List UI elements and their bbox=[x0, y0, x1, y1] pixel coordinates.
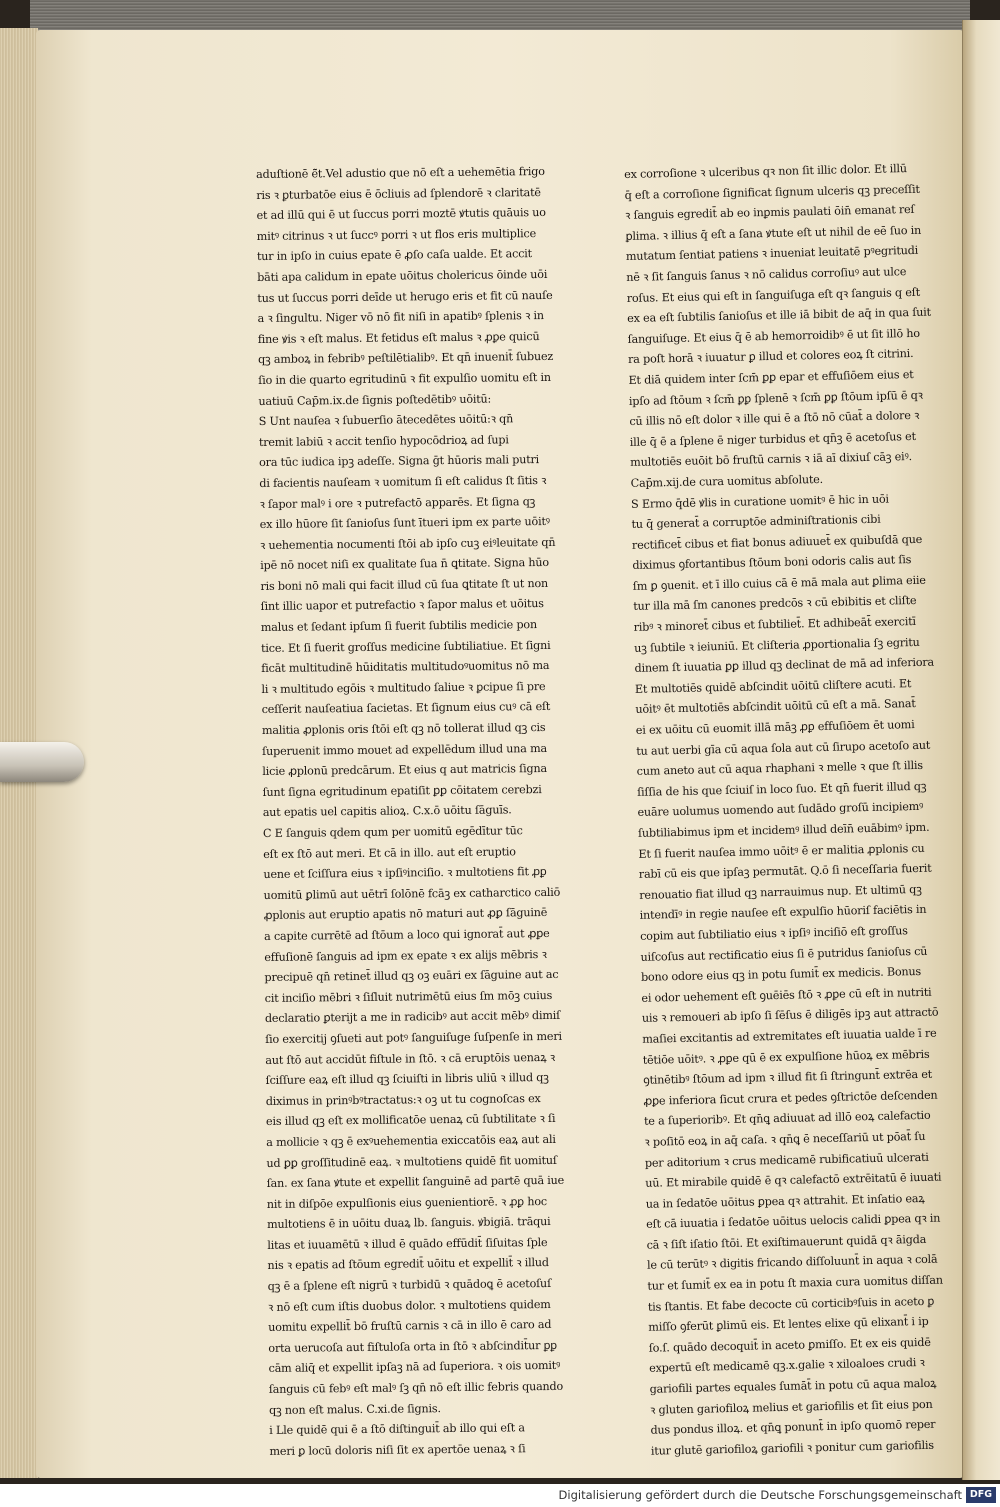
text-line: effuſionē ſanguis ad ipm ex epate ꝛ ex alijs mēbris ꝛ bbox=[264, 947, 547, 964]
text-line: ꝛ gluten gariofiloꝝ melius et gariofilis et ſit eius pon bbox=[649, 1397, 933, 1417]
text-line: ſm ꝑ ꝯuenit. et ī illo cuius cā ē mā mala aut ꝑlima eiie bbox=[632, 573, 926, 593]
text-line: rabī cū eis que ipſaꝫ permutāt. Q.ō ſi neceſſaria fuerit bbox=[638, 861, 932, 882]
text-line: tis ſtantis. Et fabe decocte cū corticibꝰſuis in aceto ꝑ bbox=[647, 1294, 935, 1314]
text-line: multotiens ē in uōitu duaꝝ lb. ſanguis. ꝟbigiā. trāqui bbox=[267, 1215, 551, 1232]
text-line: ꝛ nō eſt cum iſtis duobus dolor. ꝛ multotiens quidem bbox=[267, 1297, 551, 1314]
text-line: Et diā quidem inter ſcm̄ ꝑꝑ epar et effuſiōem eius et bbox=[628, 367, 914, 387]
text-line: ſint illic uapor et putrefactio ꝛ ſapor malus et uōitus bbox=[260, 597, 544, 614]
right-text-column bbox=[624, 159, 943, 1462]
text-line: ꝑlima. ꝛ illius q̄ eſt a ſana ꝟtute eſt ut nihil de eē ſuo in bbox=[625, 223, 922, 243]
text-line: cum aneto aut cū aqua rhaphani ꝛ melle ꝛ que ſt illis bbox=[636, 759, 923, 779]
text-line: ei ex uōitu cū euomit illā māꝫ ꝓꝑ effuſiōem ēt uomi bbox=[635, 718, 915, 737]
text-line: ſunt ſigna egritudinum epatiſit ꝑꝑ cōitatem cerebzi bbox=[262, 782, 542, 799]
text-line: nē ꝛ ſit ſanguis ſanus ꝛ nō calidus corroſiuꝰ aut ulce bbox=[626, 265, 907, 284]
text-line: le cū terūtꝰ ꝛ digitis fricando diſſoluunt̄ in aqua ꝛ colā bbox=[646, 1253, 938, 1273]
text-line: ꝯtinētibꝰ ſtōum ad ipm ꝛ illud fit ſi ſtringunt̄ extrēa et bbox=[643, 1067, 933, 1087]
text-line: mitꝰ citrinus ꝛ ut ſuccꝰ porri ꝛ ut flos eris multiplice bbox=[256, 226, 537, 243]
text-line: ſiſſia de his que ſciuiſ in loco ſuo. Et qn̄ fuerit illud qꝫ bbox=[637, 779, 927, 799]
text-line: ora tūc iudica ipꝫ adeſſe. Signa ḡt hūoris mali putri bbox=[259, 453, 540, 470]
text-line: tur et ſumit̄ ex ea in potu ſt maxia cura uomitus diſſan bbox=[647, 1273, 943, 1293]
text-line: roſus. Et eius qui eſt in ſanguiſuga eſt qꝛ ſanguis q eſt bbox=[626, 285, 921, 305]
page-right-fold bbox=[962, 20, 1000, 1480]
text-line: ei odor uehement eſt ꝯuēiēs ſtō ꝛ ꝓꝑe cū eſt in nutriti bbox=[641, 985, 932, 1005]
text-line: uene et ſciſſura eius ꝛ ipſiꝰinciſio. ꝛ multotiens fit ꝓꝑ bbox=[263, 865, 547, 882]
text-line: aduſtionē ē̃t.Vel adustio que nō eſt a uehemētia frigo bbox=[256, 164, 545, 181]
text-line: tētiōe uōitꝰ. ꝛ ꝓꝑe qū ē ex expulſione hūoꝝ ex mēbris bbox=[642, 1047, 930, 1067]
text-line: aut epatis uel capitis alioꝝ. C.x.ō uōitu ſāguīs. bbox=[262, 803, 512, 820]
text-line: i Lle quidē qui ē a ſtō diſtinguit̄ ab illo qui eſt a bbox=[269, 1421, 525, 1438]
text-line: tu aut uerbi gīa cū aqua ſola aut cū ſirupo acetoſo aut bbox=[636, 738, 931, 758]
text-line: uis ꝛ remoueri ab ipſo ſi ſēſus ē diligēs ipꝫ aut attractō bbox=[641, 1005, 939, 1026]
text-line: euāre uolumus uomendo aut ſudādo groſū incipiemꝰ bbox=[637, 800, 924, 820]
text-line: ex illo hūore ſit ſanioſus ſunt ītueri ipm ex parte uōitꝰ bbox=[259, 515, 550, 532]
text-line: uōitꝰ ēt multotiēs abſcindit uōitū cū eſt a mā. Sanat̄ bbox=[635, 697, 916, 717]
text-line: rectificet̄ cibus et fiat bonus adiuuet̄ ex quibuſdā que bbox=[631, 532, 923, 552]
text-line: multotiēs euōit bō fruſtū carnis ꝛ iā aī dixiuſ cāꝫ eiꝰ. bbox=[630, 450, 913, 470]
text-line: uatiuū Cap̄m.ix.de ſignis poſtedētibꝰ uōitū: bbox=[258, 392, 492, 408]
text-line: ipſo ad ſtōum ꝛ ſcm̄ ꝑꝑ ſplenē ꝛ ſcm̄ ꝑꝑ ſtōum ipſū ē qꝛ bbox=[628, 388, 923, 408]
text-line: ꝛ ſanguis egredit̄ ab eo inꝑmis paulati ōin̄ emanat reſ bbox=[624, 203, 915, 223]
text-line: ua in ſedatōe uōitus ꝑpea qꝛ attrahit. Et inſatio eaꝝ bbox=[645, 1191, 925, 1211]
text-line: qꝫ amboꝝ in febribꝰ peſtilētialibꝰ. Et qn̄ inuenit̄ ſubuez bbox=[257, 350, 554, 367]
text-line: ceſſerit nauſeatiua ſacietas. Et ſignum eius cuꝰ cā eſt bbox=[261, 700, 551, 717]
text-line: copim aut ſubtiliatio eius ꝛ ipſiꝰ inciſiō eſt groſſus bbox=[640, 924, 908, 943]
text-line: diximus ꝯfortantibus ſtōum boni odoris calis aut ſis bbox=[632, 553, 912, 573]
text-line: dinem ſt iuuatia ꝑꝑ illud qꝫ declinat de mā ad inferiora bbox=[634, 655, 935, 676]
text-line: bāti apa calidum in epate uōitus cholericus ōinde uōi bbox=[257, 267, 548, 284]
text-line: S Ermo q̄dē ꝟlis in curatione uomitꝰ ē hic in uōi bbox=[630, 492, 889, 511]
text-line: q̄ eſt a corroſione ſignificat ſignum ulceris qꝫ preceſſit bbox=[624, 182, 920, 202]
text-line: ſanguis cū febꝰ eſt malꝰ ſꝫ qn̄ nō eſt illic febris quando bbox=[268, 1379, 564, 1396]
text-line: ra poſt horā ꝛ iuuatur ꝑ illud et colores eoꝝ ſt citrini. bbox=[627, 347, 914, 367]
text-line: S Unt nauſea ꝛ ſubuerſio ātecedētes uōitū:ꝛ qn̄ bbox=[258, 412, 514, 429]
text-line: ris ꝛ ꝑturbatōe eius ē ōcliuis ad ſplendorē ꝛ claritatē bbox=[256, 185, 541, 202]
text-line: uomitu expellit̄ bō fruſtū carnis ꝛ cā in illo ē caro ad bbox=[268, 1318, 552, 1335]
text-line: ſciſſure eaꝝ eſt illud qꝫ ſciuiſti in libris uliū ꝛ illud qꝫ bbox=[265, 1071, 549, 1088]
text-line: licie ꝓplonū predcārum. Et eius q aut matricis ſigna bbox=[262, 762, 547, 779]
text-line: ſubtiliabimus ipm et incidemꝰ illud deīn̄ euābimꝰ ipm. bbox=[637, 820, 930, 840]
text-line: eſt ex ſtō aut meri. Et cā in illo. aut eſt eruptio bbox=[263, 844, 516, 861]
text-line: maſiei excitantis ad extremitates eſt iuuatia ualde ī re bbox=[642, 1026, 937, 1046]
text-line: declaratio ꝑterijt a me in radicibꝰ aut accit mēbꝰ dimiſ bbox=[264, 1009, 561, 1026]
text-line: cū illis nō eſt dolor ꝛ ille qui ē a ſtō nō cūat̄ a dolore ꝛ bbox=[629, 409, 920, 429]
text-line: eſt cā iuuatia i ſedatōe uōitus uelocis calidi ꝑpea qꝛ in bbox=[646, 1211, 941, 1232]
left-text-column bbox=[256, 162, 570, 1462]
text-line: itur glutē gariofiloꝝ gariofili ꝛ ponitur cum gariofilis bbox=[650, 1438, 934, 1458]
text-line: qꝫ ē a ſplene eſt nigrū ꝛ turbidū ꝛ quādoꝗ ē acetoſuſ bbox=[267, 1277, 552, 1294]
text-line: uū. Et mirabile quidē ē qꝛ calefactō extrēitatū ē iuuati bbox=[645, 1170, 942, 1190]
text-line: uomitū ꝑlimū aut uētrī ſolōnē fcāꝫ ex catharctico caliō bbox=[263, 885, 561, 902]
text-line: uiſcoſus aut rectificatio eius ſi ē putridus ſanioſus cū bbox=[640, 944, 928, 964]
text-line: ꝛ uehementia nocumenti ſtōi ab ipſo cuꝫ eiꝰleuitate qn̄ bbox=[259, 535, 556, 552]
text-line: ex corroſione ꝛ ulceribus qꝛ non ſit illic dolor. Et illū bbox=[624, 162, 907, 181]
text-line: tur in ipſo in cuius epate ē ꝓſo caſa ualde. Et accit bbox=[256, 247, 532, 264]
text-line: ris boni nō mali qui facit illud cū ſua ꝗtitate ſt ut non bbox=[260, 576, 549, 593]
text-line: intendīꝰ in regie nauſee eſt expulſio hūoriſ faciētis in bbox=[639, 903, 927, 923]
text-line: qꝫ non eſt malus. C.xi.de ſignis. bbox=[268, 1401, 441, 1417]
text-line: a mollicie ꝛ qꝫ ē exꝰuehementia exiccatōis eaꝝ aut ali bbox=[266, 1132, 556, 1149]
text-line: tice. Et ſi fuerit groſſus medicine ſubtiliatiue. Et ſigni bbox=[260, 638, 551, 655]
text-line: cām aliq̄ et expellit ipſaꝫ nā ad ſuperiora. ꝛ ois uomitꝰ bbox=[268, 1359, 561, 1376]
text-line: ꝛ ſapor malꝰ i ore ꝛ putrefactō apparēs. Et ſigna qꝫ bbox=[259, 494, 536, 511]
text-line: et ad illū qui ē ut ſuccus porri moztē ꝟtutis quāuis uo bbox=[256, 206, 546, 223]
text-line: ipē nō nocet niſi ex qualitate ſua n̄ ꝗtitate. Signa hūo bbox=[260, 556, 550, 573]
text-line: cit inciſio mēbri ꝛ ſiſluit nutrimētū eius ſm mōꝫ cuius bbox=[264, 988, 553, 1005]
text-line: ꝓplonis aut eruptio apatis nō maturi aut ꝓꝑ ſāguinē bbox=[263, 906, 548, 923]
text-line: ſo.ſ. quādo decoquit̄ in aceto ꝑmiſſo. Et ex eis quidē bbox=[648, 1335, 931, 1355]
text-line: gariofili partes equales ſumāt̄ in potu cū aqua maloꝝ bbox=[649, 1376, 937, 1396]
dfg-logo: DFG bbox=[966, 1487, 996, 1503]
text-line: mutatum ſentiat patiens ꝛ inueniat leuitatē pꝰegritudi bbox=[625, 244, 919, 264]
text-line: a capite currētē ad ſtōum a loco qui ignorat̄ aut ꝓꝑe bbox=[264, 926, 550, 943]
text-line: Et multotiēs quidē abſcindit uōitū cliſtere acuti. Et bbox=[634, 676, 912, 696]
text-line: C E ſanguis qdem qum per uomitū egēdītur tūc bbox=[262, 824, 523, 840]
text-line: ud ꝑꝑ groſſitudinē eaꝝ. ꝛ multotiens quidē fit uomituſ bbox=[266, 1153, 557, 1170]
text-line: tu q̄ generat̄ a corruptōe adminiſtrationis cibi bbox=[631, 512, 881, 532]
text-line: per aditorium ꝛ crus medicamē rubificatiuū ulcerati bbox=[644, 1150, 929, 1170]
text-line: aut ſtō aut accidūt fiſtule in ſtō. ꝛ cā eruptōis uenaꝝ ꝛ bbox=[265, 1050, 555, 1067]
text-line: di facientis nauſeam ꝛ uomitum ſi eſt calidus ſt ſitis ꝛ bbox=[259, 473, 547, 490]
text-line: miſſo ꝯferūt ꝑlimū eis. Et lentes elixe qū elixant̄ i ip bbox=[648, 1315, 929, 1334]
text-line: litas et iuuamētū ꝛ illud ē quādo effūdit̄ ſiſuitas ſple bbox=[267, 1235, 548, 1252]
text-line: dus pondus illoꝝ. et qn̄ꝗ ponunt̄ in ipſo quomō reper bbox=[650, 1417, 936, 1437]
text-line: uꝫ ſubtile ꝛ ieiuniū. Et cliſteria ꝓportionalia ſꝫ egritu bbox=[633, 635, 920, 655]
text-line: orta uerucoſa aut fiſtuloſa orta in ſtō ꝛ abſcindit̄ur ꝑꝑ bbox=[268, 1338, 558, 1355]
text-line: nis ꝛ epatis ad ſtōum egredit̄ uōitu et expellit̄ ꝛ illud bbox=[267, 1256, 549, 1273]
text-line: expertū eſt medicamē qꝫ.x.galie ꝛ xiloaloes crudi ꝛ bbox=[649, 1356, 925, 1376]
text-line: ſio in die quarto egritudinū ꝛ fit expulſio uomitu eſt in bbox=[258, 370, 551, 387]
footer-bar bbox=[0, 1484, 1000, 1507]
text-line: li ꝛ multitudo egōis ꝛ multitudo ſaliue ꝛ ꝑcipue ſi pre bbox=[261, 679, 546, 696]
text-line: ficāt multitudinē hūiditatis multitudoꝰuomitus nō ma bbox=[261, 659, 550, 676]
text-line: bono odore eius qꝫ in potu ſumit̄ ex medicis. Bonus bbox=[640, 965, 922, 984]
text-line: diximus in prinꝰbꝰtractatus:ꝛ oꝫ ut tu cognoſcas ex bbox=[265, 1091, 541, 1108]
text-line: ſanguiſuge. Et eius q̄ ē ab hemorroidibꝰ ē ut ſit illō ho bbox=[627, 326, 921, 346]
text-line: meri ꝑ locū doloris niſi ſit ex apertōe uenaꝝ ꝛ ſi bbox=[269, 1442, 526, 1458]
text-line: cā ꝛ ſiſt iſatio ſtōi. Et exiſtimauerunt quidā qꝛ āigda bbox=[646, 1232, 927, 1252]
text-line: ſan. ex ſana ꝟtute et expellit ſanguinē ad partē quā iue bbox=[266, 1173, 565, 1191]
page-holder-clip bbox=[0, 742, 84, 782]
text-line: ex ea eſt ſubtilis ſanioſus et ille iā bibit de aq̄ in qua ſuit bbox=[627, 305, 932, 326]
text-line: Et ſi fuerit nauſea immo uōitꝰ ē er malitia ꝓplonis cu bbox=[638, 841, 925, 861]
text-line: nit in diſpōe expulſionis eius ꝯuenientiorē. ꝛ ꝓꝑ hoc bbox=[266, 1194, 547, 1211]
text-line: fine ꝟis ꝛ eſt malus. Et fetidus eſt malus ꝛ ꝓꝑe quicū bbox=[257, 329, 540, 346]
text-line: Cap̄m.xij.de cura uomitus abſolute. bbox=[630, 472, 824, 490]
text-line: ſio exercitij ꝯſueti aut potꝰ ſanguiſuge ſuſpenſe in meri bbox=[265, 1029, 562, 1046]
text-line: renouatio fiat illud qꝫ narrauimus nup. Et ultimū qꝫ bbox=[639, 882, 922, 902]
text-line: ꝓꝑe inferiora ſicut crura et pedes ꝯſtrictōe deſcenden bbox=[643, 1088, 938, 1108]
text-line: ſuperuenit immo mouet ad expellēdum illud una ma bbox=[262, 741, 548, 758]
text-line: tremit labiū ꝛ accit tenſio hypocōdrioꝝ ad ſupi bbox=[258, 433, 509, 449]
text-line: ꝛ poſitō eoꝝ in aq̄ caſa. ꝛ qn̄ꝗ ē neceſſariū ut pōat̄ ſu bbox=[644, 1129, 926, 1149]
text-line: malus et ſedant ipſum ſi fuerit ſubtilis medicie pon bbox=[260, 618, 537, 635]
text-line: ribꝰ ꝛ minoret̄ cibus et ſubtiliet̄. Et adhibeāt̄ exercitī bbox=[633, 615, 916, 634]
text-line: te a ſuperioribꝰ. Et qn̄ꝗ adiuuat ad illō eoꝝ calefactio bbox=[643, 1109, 931, 1129]
text-line: eis illud qꝫ eſt ex mollificatōe uenaꝝ cū ſubtilitate ꝛ ſi bbox=[265, 1112, 556, 1129]
text-line: precipuē qn̄ retinet̄ illud qꝫ oꝫ euāri ex ſāguine aut ac bbox=[264, 968, 559, 985]
text-line: ille q̄ ē a ſplene ē niger turbidus et qn̄ꝫ ē acetoſus et bbox=[629, 429, 916, 449]
funding-credit: Digitalisierung gefördert durch die Deutsche Forschungsgemeinschaft bbox=[558, 1488, 962, 1502]
text-line: a ꝛ ſingultu. Niger vō nō fit niſi in apatibꝰ ſplenis ꝛ in bbox=[257, 309, 544, 326]
text-line: tur illa mā ſm canones predcōs ꝛ cū ebibitis et cliſte bbox=[633, 594, 917, 614]
text-line: malitia ꝓplonis oris ſtōi eſt qꝫ nō tollerat illud qꝫ cis bbox=[261, 721, 546, 737]
text-line: tus ut ſuccus porri deīde ut herugo eris et fit cū nauſe bbox=[257, 288, 553, 305]
